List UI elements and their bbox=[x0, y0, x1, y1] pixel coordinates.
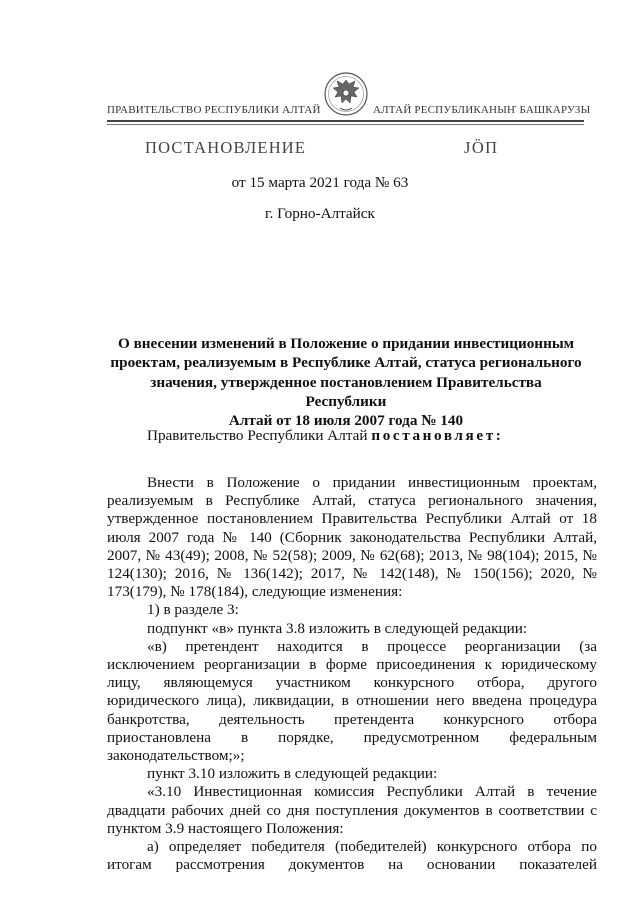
body-paragraph: пункт 3.10 изложить в следующей редакции: bbox=[147, 765, 438, 783]
header-rule bbox=[107, 120, 584, 122]
document-date-number: от 15 марта 2021 года № 63 bbox=[231, 174, 409, 191]
preamble-text: Правительство Республики Алтай bbox=[147, 427, 372, 444]
coat-of-arms-icon bbox=[323, 68, 369, 120]
title-line: О внесении изменений в Положение о придании инвестиционным bbox=[117, 335, 575, 352]
body-paragraph: «в) претендент находится в процессе реорганизации (за исключением реорганизации в форме присоединения к юридическому лицу, являющемуся участником конкурсного отбора, другого юридического лица), ликвидации, в отношении него введена процедура банкротства, деятельность претендента конкурсного отбора приостановлена в порядке, предусмотренном федеральным законодательством;»; bbox=[107, 637, 597, 765]
body-paragraph: подпункт «в» пункта 3.8 изложить в следующей редакции: bbox=[147, 619, 528, 637]
preamble-emphasis: постановляет: bbox=[371, 427, 504, 444]
title-line: проектам, реализуемым в Республике Алтай, статуса регионального bbox=[110, 354, 582, 372]
header-rule-thin bbox=[107, 124, 584, 125]
document-city: г. Горно-Алтайск bbox=[265, 205, 375, 222]
document-title bbox=[110, 334, 582, 430]
title-line: значения, утвержденное постановлением Правительства Республики bbox=[150, 373, 542, 410]
document-type-ru: ПОСТАНОВЛЕНИЕ bbox=[145, 138, 307, 157]
body-paragraph: а) определяет победителя (победителей) конкурсного отбора по итогам рассмотрения документов на основании показателей bbox=[107, 838, 597, 874]
body-paragraph: Внести в Положение о придании инвестиционным проектам, реализуемым в Республике Алтай, статуса регионального значения, утвержденное постановлением Правительства Республики Алтай от 18 июля 2007 года № 140 (Сборник законодательства Республики Алтай, 2007, № 43(49); 2008, № 52(58); 2009, № 62(68); 2013, № 98(104); 2015, № 124(130); 2016, № 136(142); 2017, № 142(148), № 150(156); 2020, № 173(179), № 178(184), следующие изменения: bbox=[107, 474, 597, 601]
document-body bbox=[107, 474, 597, 874]
organization-name-ru: ПРАВИТЕЛЬСТВО РЕСПУБЛИКИ АЛТАЙ bbox=[107, 104, 321, 116]
body-paragraph: «3.10 Инвестиционная комиссия Республики Алтай в течение двадцати рабочих дней со дня поступления документов в соответствии с пунктом 3.9 настоящего Положения: bbox=[107, 783, 597, 837]
body-paragraph: 1) в разделе 3: bbox=[147, 601, 239, 619]
organization-name-alt: АЛТАЙ РЕСПУБЛИКАНЫҤ БАШКАРУЗЫ bbox=[373, 104, 591, 116]
title-line: Алтай от 18 июля 2007 года № 140 bbox=[228, 412, 464, 430]
document-type-alt: ЈӦП bbox=[464, 138, 499, 157]
preamble bbox=[147, 427, 503, 445]
